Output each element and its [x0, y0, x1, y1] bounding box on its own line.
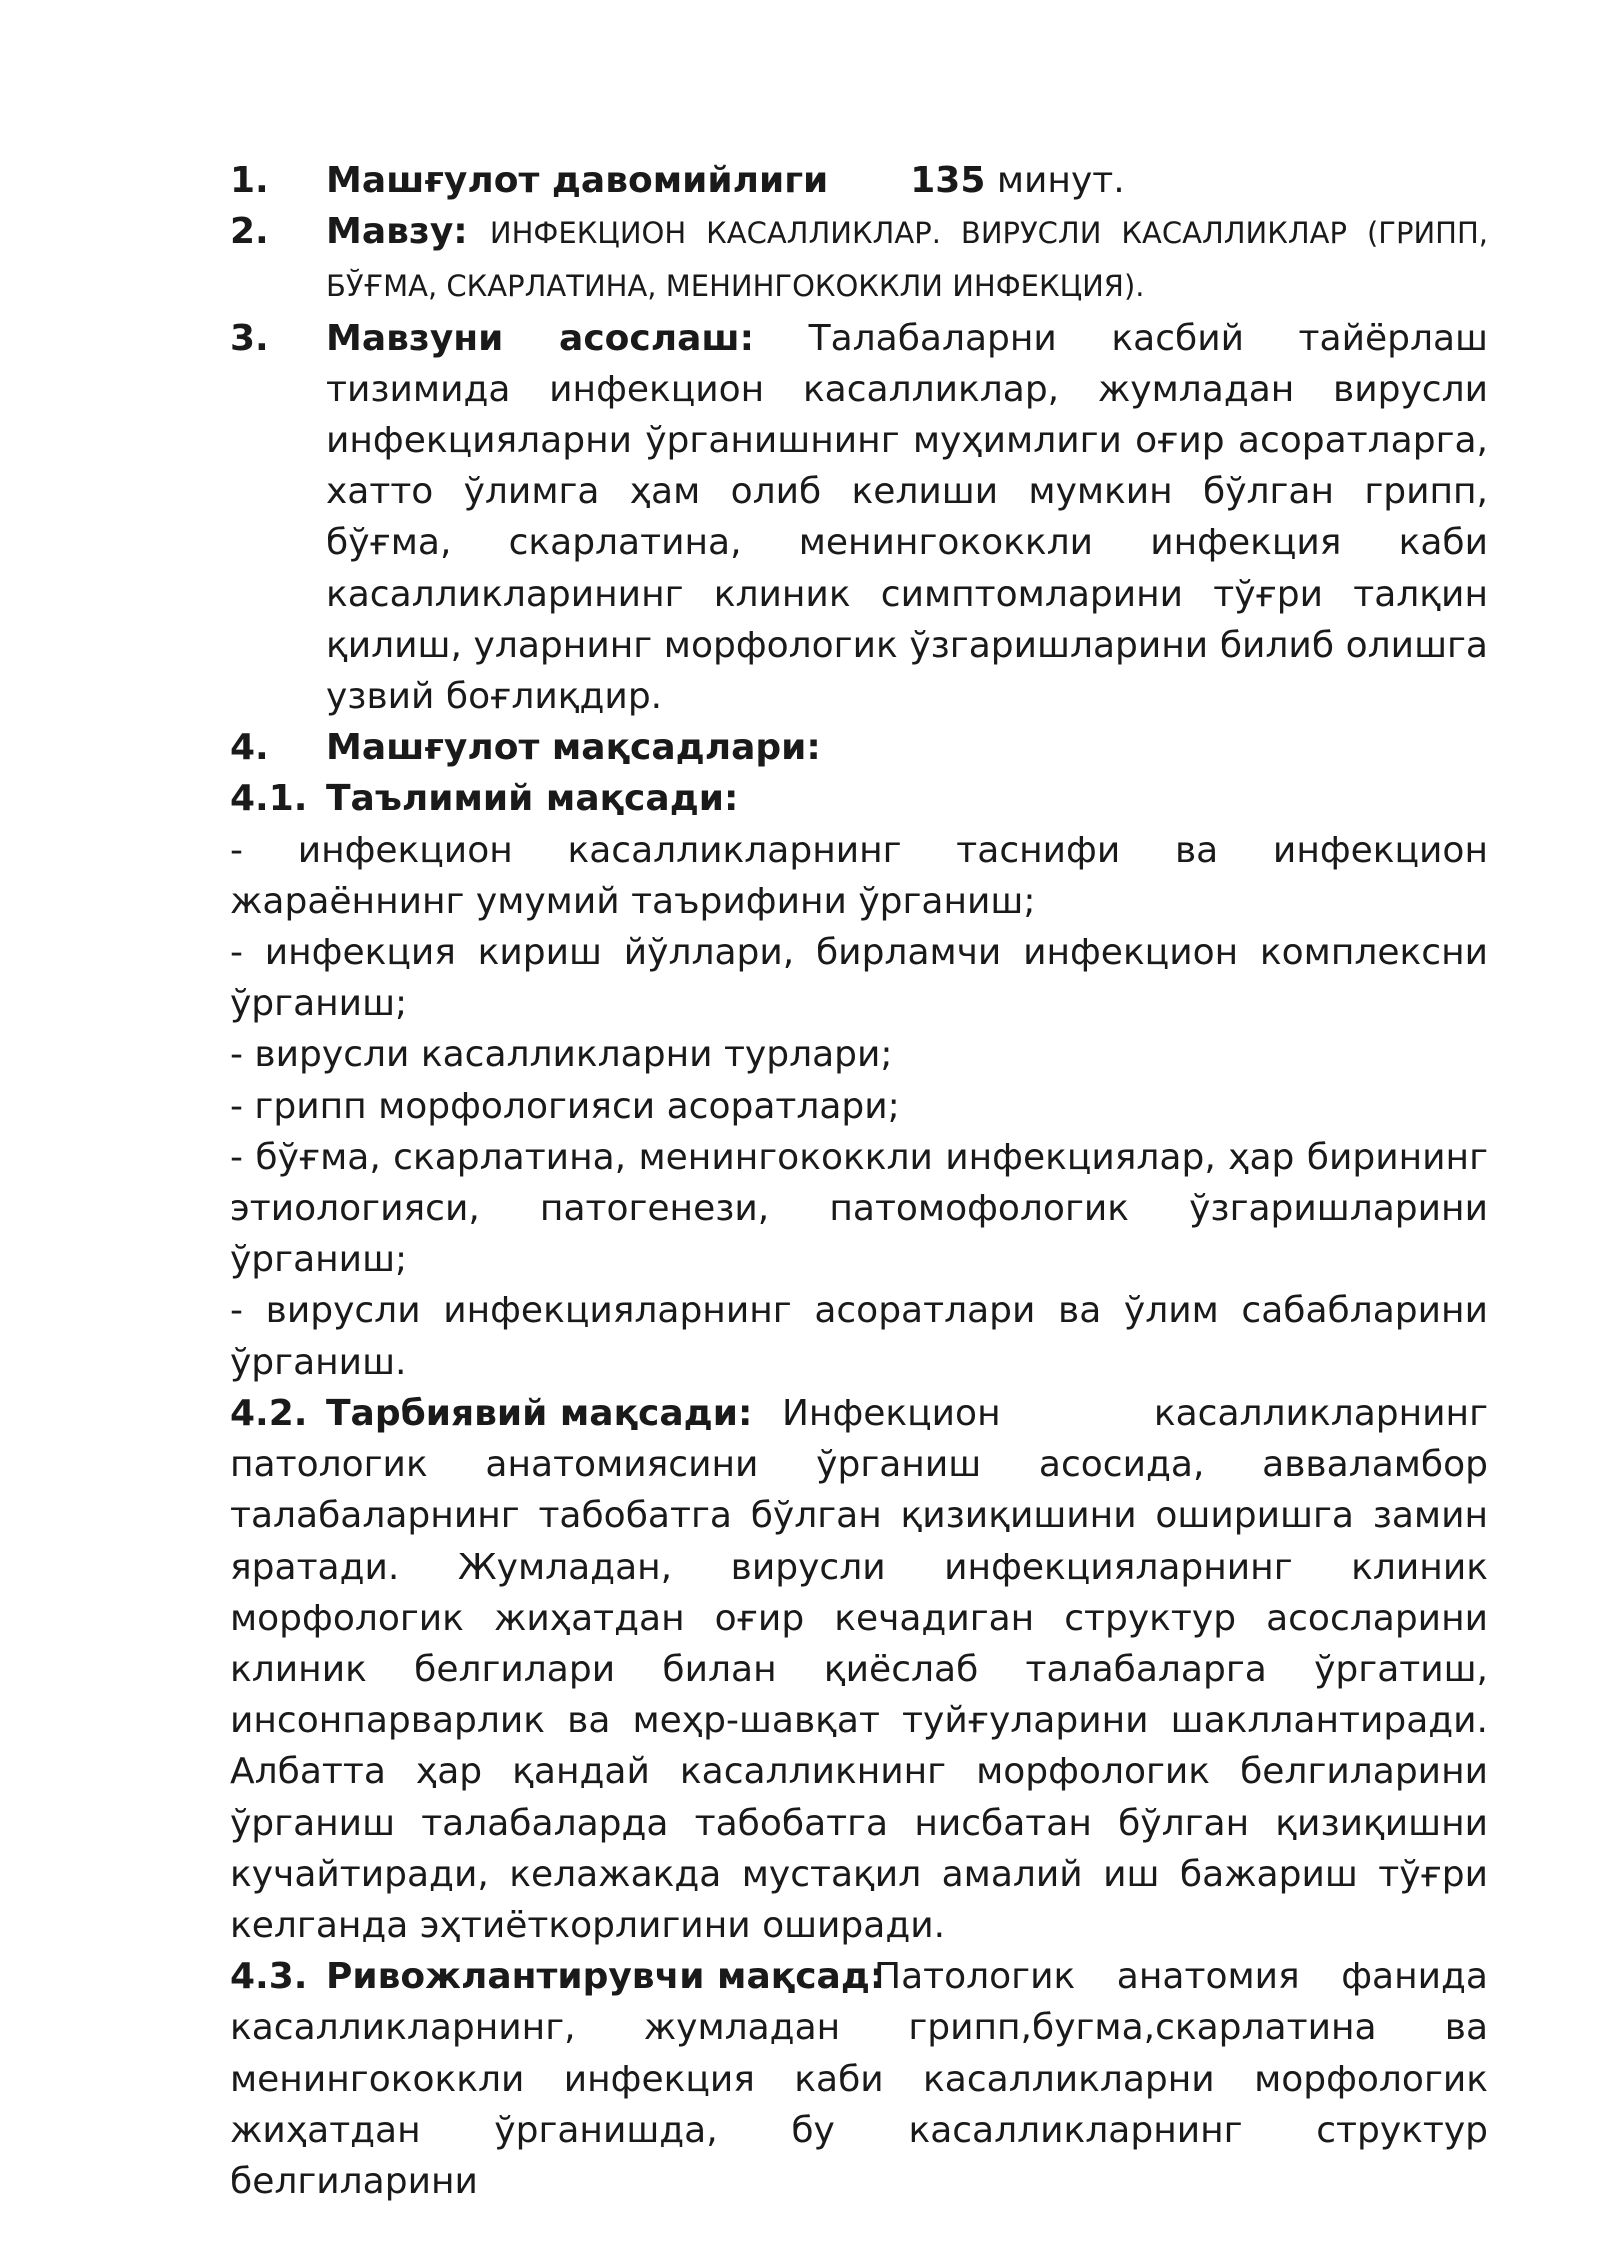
duration-row: [230, 155, 1488, 206]
duration-value: 135: [910, 160, 986, 201]
list-item: - бўғма, скарлатина, менингококкли инфекциялар, ҳар бирининг этиологияси, патогенези, патомофологик ўзгаришларини ўрганиш;: [230, 1136, 1488, 1281]
duration-unit: минут.: [996, 160, 1125, 201]
topic-row: [230, 206, 1488, 312]
list-item: - инфекцион касалликларнинг таснифи ва инфекцион жараённинг умумий таърифини ўрганиш;: [230, 829, 1488, 922]
upbringing-label: Тарбиявий мақсади:: [326, 1392, 753, 1434]
item-number: 4.2.: [230, 1392, 308, 1434]
list-item: - грипп морфологияси асоратлари;: [230, 1085, 900, 1127]
list-item: - вирусли касалликларни турлари;: [230, 1034, 893, 1076]
goals-label: Машғулот мақсадлари:: [326, 727, 821, 769]
rationale-text: Талабаларни касбий тайёрлаш тизимида инфекцион касалликлар, жумладан вирусли инфекцияларни ўрганишнинг муҳимлиги оғир асоратларга, хатто ўлимга ҳам олиб келиши мумкин бўлган грипп, бўғма, скарлатина, менингококкли инфекция каби касалликларининг клиник симптомларини тўғри талқин қилиш, уларнинг морфологик ўзгаришларини билиб олишга узвий боғлиқдир.: [326, 317, 1488, 718]
document-page: [230, 155, 1488, 2207]
topic-text: ИНФЕКЦИОН КАСАЛЛИКЛАР. ВИРУСЛИ КАСАЛЛИКЛАР (ГРИПП, БЎҒМА, СКАРЛАТИНА, МЕНИНГОКОККЛИ ИНФЕКЦИЯ).: [326, 216, 1488, 304]
goals-heading: [230, 722, 1488, 773]
rationale-row: [230, 313, 1488, 723]
item-number: 1.: [230, 160, 269, 201]
item-number: 4.: [230, 727, 269, 769]
duration-label: Машғулот давомийлиги: [326, 160, 829, 201]
educational-heading: [230, 773, 1488, 824]
item-number: 2.: [230, 211, 269, 253]
rationale-label: Мавзуни асослаш:: [326, 317, 755, 359]
educational-label: Таълимий мақсади:: [326, 778, 739, 820]
list-item: - вирусли инфекцияларнинг асоратлари ва ўлим сабабларини ўрганиш.: [230, 1290, 1488, 1383]
developmental-text: Патологик анатомия фанида касалликларнинг, жумладан грипп,бугма,скарлатина ва менингококкли инфекция каби касалликларни морфологик жиҳатдан ўрганишда, бу касалликларнинг структур белгиларини: [230, 1956, 1488, 2202]
topic-label: Мавзу:: [326, 211, 468, 253]
list-item: - инфекция кириш йўллари, бирламчи инфекцион комплексни ўрганиш;: [230, 932, 1488, 1025]
item-number: 4.1.: [230, 778, 308, 820]
developmental-label: Ривожлантирувчи мақсад:: [326, 1956, 885, 1998]
upbringing-text: Инфекцион касалликларнинг патологик анатомиясини ўрганиш асосида, авваламбор талабаларнинг табобатга бўлган қизиқишини оширишга замин яратади. Жумладан, вирусли инфекцияларнинг клиник морфологик жиҳатдан оғир кечадиган структур асосларини клиник белгилари билан қиёслаб талабаларга ўргатиш, инсонпарварлик ва меҳр-шавқат туйғуларини шакллантиради. Албатта ҳар қандай касалликнинг морфологик белгиларини ўрганиш талабаларда табобатга нисбатан бўлган қизиқишни кучайтиради, келажакда мустақил амалий иш бажариш тўғри келганда эҳтиёткорлигини оширади.: [230, 1392, 1488, 1946]
item-number: 3.: [230, 317, 269, 359]
item-number: 4.3.: [230, 1956, 308, 1998]
